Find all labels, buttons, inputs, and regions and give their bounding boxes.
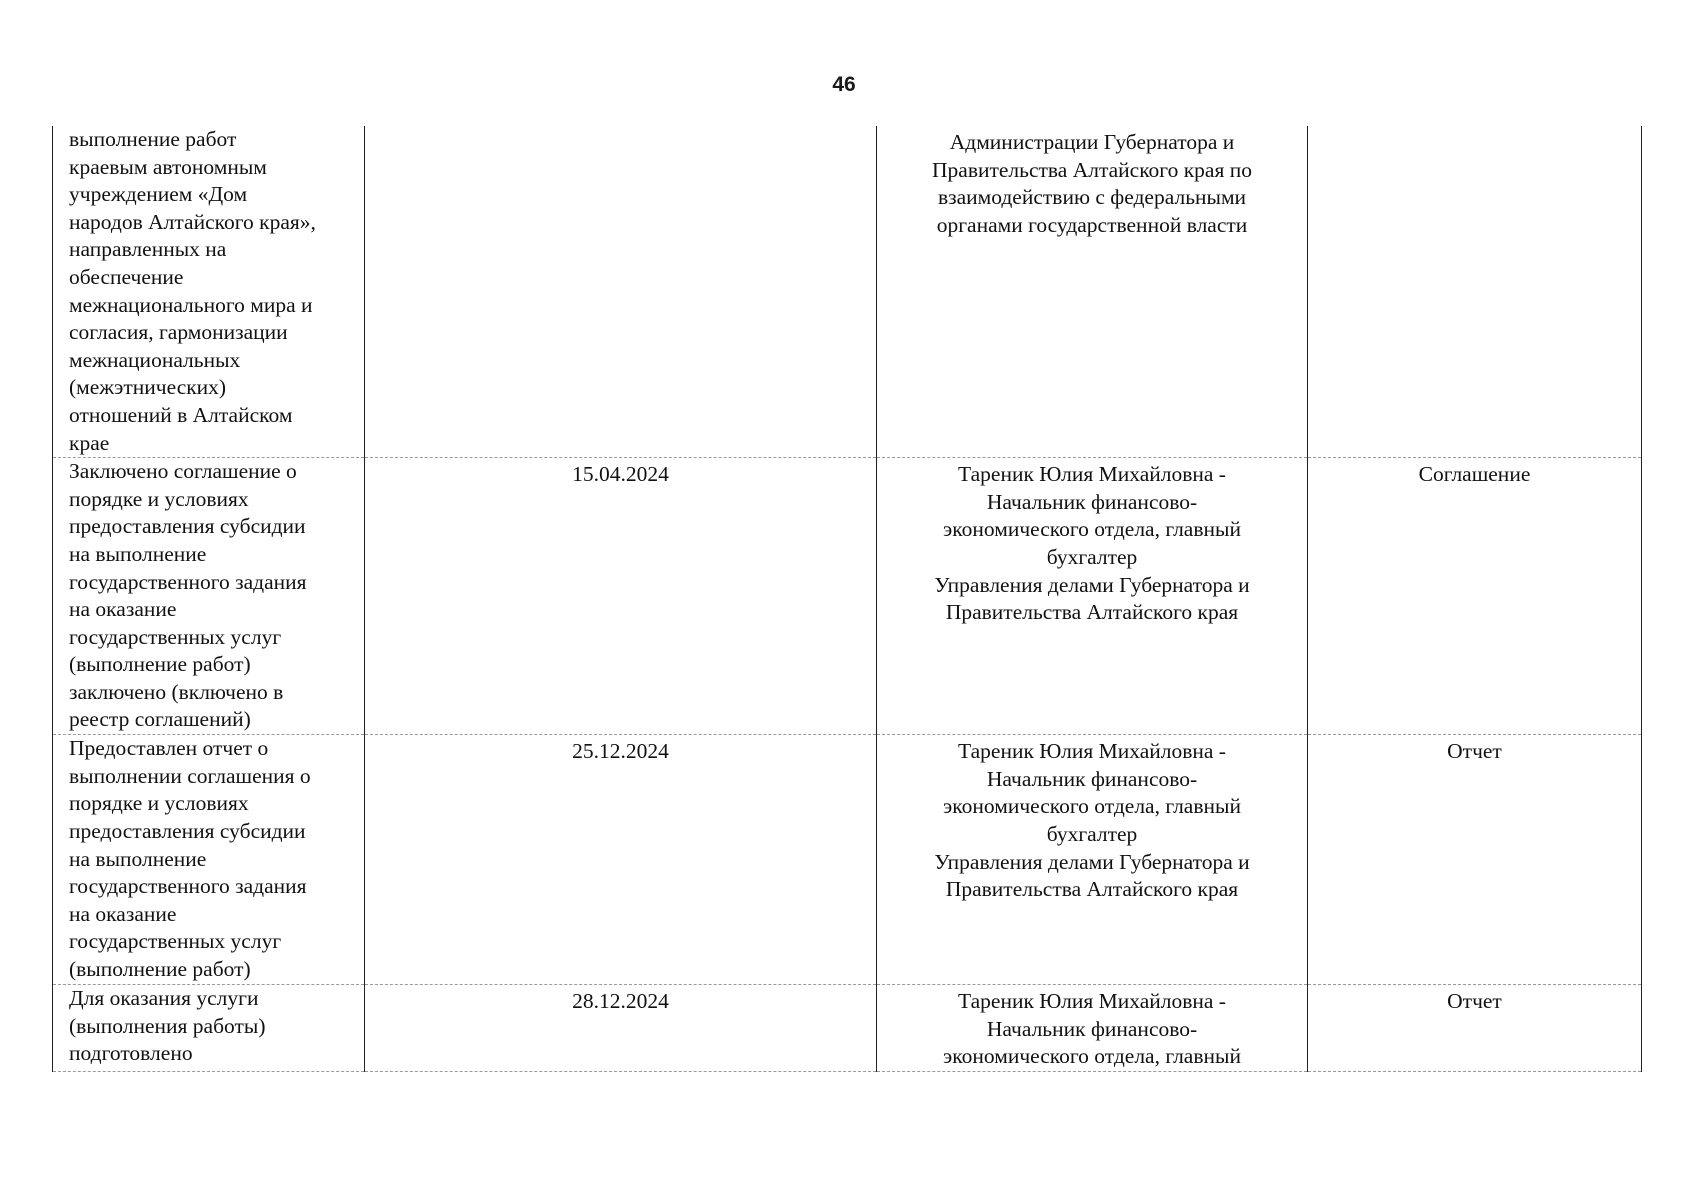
table-row xyxy=(53,985,1642,1072)
document-cell: Отчет xyxy=(1308,735,1642,985)
date-cell xyxy=(365,126,877,458)
table-row xyxy=(53,458,1642,735)
event-cell: выполнение работ краевым автономным учреждением «Дом народов Алтайского края», направленных на обеспечение межнационального мира и согласия, гармонизации межнациональных (межэтнических) отношений в Алтайском крае xyxy=(53,126,365,458)
event-cell: Для оказания услуги (выполнения работы) подготовлено xyxy=(53,985,365,1072)
event-cell: Заключено соглашение о порядке и условиях предоставления субсидии на выполнение государственного задания на оказание государственных услуг (выполнение работ) заключено (включено в реестр соглашений) xyxy=(53,458,365,735)
document-cell xyxy=(1308,126,1642,458)
event-cell: Предоставлен отчет о выполнении соглашения о порядке и условиях предоставления субсидии на выполнение государственного задания на оказание государственных услуг (выполнение работ) xyxy=(53,735,365,985)
responsible-cell: Тареник Юлия Михайловна - Начальник финансово- экономического отдела, главный бухгалтер Управления делами Губернатора и Правительства Алтайского края xyxy=(877,735,1308,985)
page-number: 46 xyxy=(832,73,856,96)
responsible-cell: Тареник Юлия Михайловна - Начальник финансово- экономического отдела, главный xyxy=(877,985,1308,1072)
responsible-cell: Администрации Губернатора и Правительства Алтайского края по взаимодействию с федеральными органами государственной власти xyxy=(877,126,1308,458)
plan-table xyxy=(52,126,1642,1072)
table-row xyxy=(53,735,1642,985)
document-cell: Отчет xyxy=(1308,985,1642,1072)
table-row xyxy=(53,126,1642,458)
date-cell: 25.12.2024 xyxy=(365,735,877,985)
date-cell: 28.12.2024 xyxy=(365,985,877,1072)
date-cell: 15.04.2024 xyxy=(365,458,877,735)
document-cell: Соглашение xyxy=(1308,458,1642,735)
responsible-cell: Тареник Юлия Михайловна - Начальник финансово- экономического отдела, главный бухгалтер Управления делами Губернатора и Правительства Алтайского края xyxy=(877,458,1308,735)
